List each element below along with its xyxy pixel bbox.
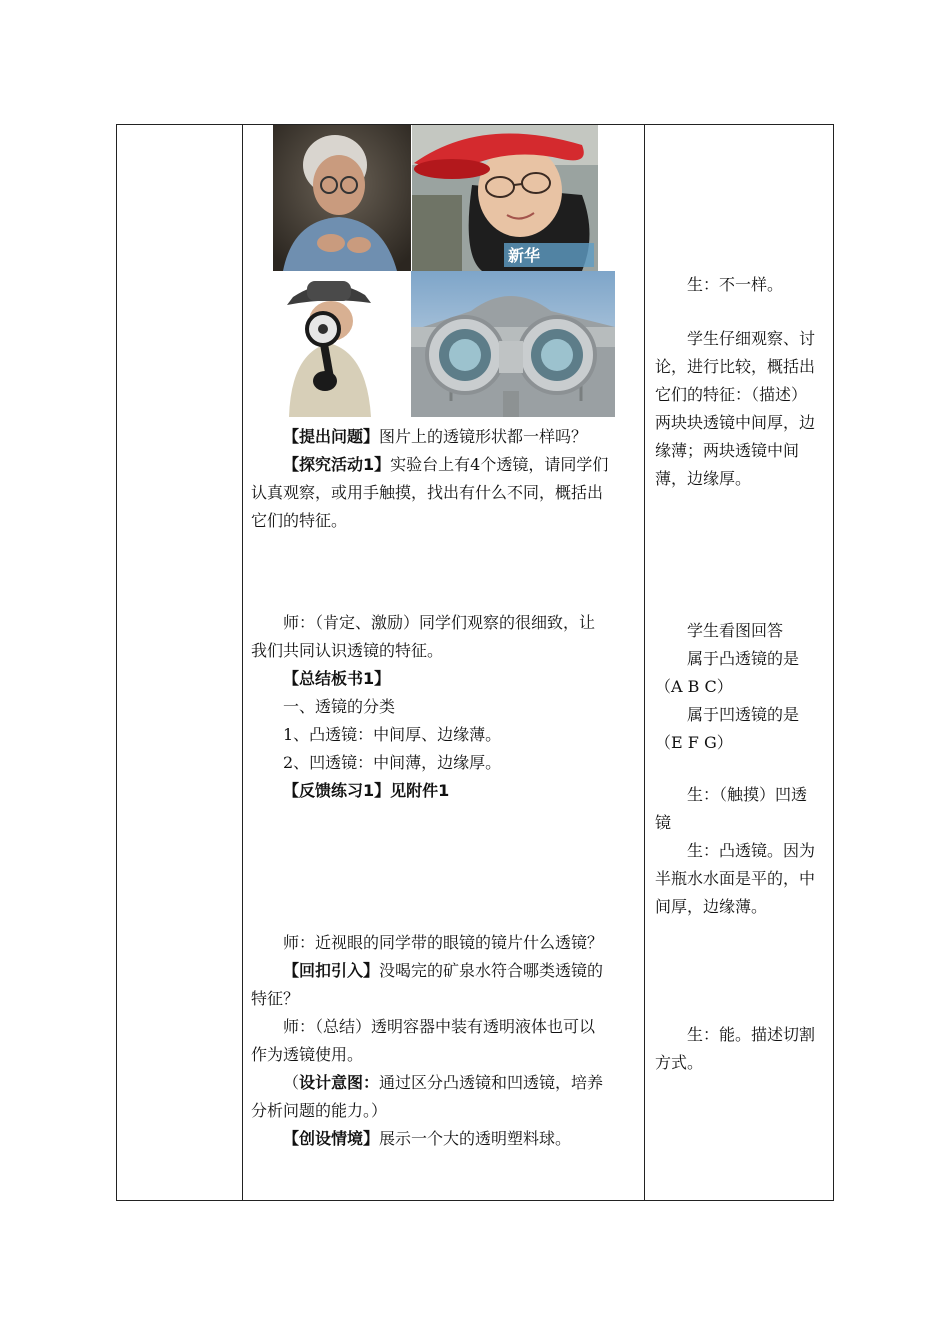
student-cut-line1: 生：能。描述切割: [687, 1025, 816, 1044]
concave-answer-options: （E F G）: [655, 733, 733, 752]
student-cut-line2: 方式。: [655, 1053, 704, 1072]
concave-lens-definition: 2、凹透镜：中间薄，边缘厚。: [283, 753, 502, 772]
design-intent-line2: 分析问题的能力。）: [251, 1101, 388, 1120]
prompt-question-text: 图片上的透镜形状都一样吗？: [379, 427, 588, 446]
callback-line2: 特征？: [251, 989, 300, 1008]
student-observe-line5: 缘薄；两块透镜中间: [655, 441, 800, 460]
student-touch-line2: 镜: [655, 813, 672, 832]
scenario-line: [283, 1125, 571, 1153]
scenario-text: 展示一个大的透明塑料球。: [379, 1129, 572, 1148]
student-answer-not-same: 生：不一样。: [687, 275, 784, 294]
convex-answer-label: 属于凸透镜的是: [687, 649, 800, 668]
feedback-exercise-label: 【反馈练习1】见附件1: [283, 781, 450, 800]
student-touch-line1: 生：（触摸）凹透: [687, 785, 808, 804]
photo-watermark-text: 新华: [508, 246, 541, 265]
photo-elderly-woman-glasses: [273, 125, 411, 271]
student-observe-line6: 薄，边缘厚。: [655, 469, 752, 488]
activity1-text1: 实验台上有4个透镜，请同学们: [390, 455, 609, 474]
design-intent-text1: 通过区分凸透镜和凹透镜，培养: [379, 1073, 604, 1092]
teacher-praise-line1: 师：（肯定、激励）同学们观察的很细致，让: [283, 613, 596, 632]
activity1-label: 【探究活动1】: [283, 455, 391, 474]
photo-girl-red-cap: [412, 125, 598, 271]
design-intent-line1: [283, 1069, 603, 1097]
teacher-activity-cell: [243, 125, 643, 1200]
student-convex-line2: 半瓶水水面是平的，中: [655, 869, 816, 888]
design-intent-label: 设计意图：: [299, 1073, 380, 1092]
concave-answer-label: 属于凹透镜的是: [687, 705, 800, 724]
prompt-question-para: [283, 423, 587, 451]
student-convex-line1: 生：凸透镜。因为: [687, 841, 816, 860]
student-convex-line3: 间厚，边缘薄。: [655, 897, 768, 916]
teacher-praise-line2: 我们共同认识透镜的特征。: [251, 641, 444, 660]
teacher-question-glasses: 师：近视眼的同学带的眼镜的镜片什么透镜？: [283, 933, 604, 952]
student-observe-line4: 两块块透镜中间厚，边: [655, 413, 816, 432]
callback-line1: [283, 957, 603, 985]
student-activity-cell: [645, 125, 833, 1200]
student-look-answer: 学生看图回答: [687, 621, 784, 640]
teacher-summary-line1: 师：（总结）透明容器中装有透明液体也可以: [283, 1017, 596, 1036]
prompt-question-label: 【提出问题】: [283, 427, 380, 446]
photo-detective-magnifier: [281, 273, 377, 417]
activity1-line2: 认真观察，或用手触摸，找出有什么不同，概括出: [251, 483, 604, 502]
lens-classification-heading: 一、透镜的分类: [283, 697, 396, 716]
callback-label: 【回扣引入】: [283, 961, 380, 980]
convex-answer-options: （A B C）: [655, 677, 733, 696]
scenario-label: 【创设情境】: [283, 1129, 380, 1148]
student-observe-line2: 论，进行比较，概括出: [655, 357, 816, 376]
convex-lens-definition: 1、凸透镜：中间厚、边缘薄。: [283, 725, 502, 744]
design-intent-open: （: [283, 1073, 300, 1092]
callback-text1: 没喝完的矿泉水符合哪类透镜的: [379, 961, 604, 980]
student-observe-line1: 学生仔细观察、讨: [687, 329, 816, 348]
photo-binoculars: [411, 271, 615, 417]
student-observe-line3: 它们的特征：（描述）: [655, 385, 808, 404]
summary-board-label: 【总结板书1】: [283, 669, 391, 688]
activity1-line3: 它们的特征。: [251, 511, 348, 530]
lesson-table: [116, 124, 834, 1201]
teacher-summary-line2: 作为透镜使用。: [251, 1045, 364, 1064]
activity1-line1: [283, 451, 608, 479]
